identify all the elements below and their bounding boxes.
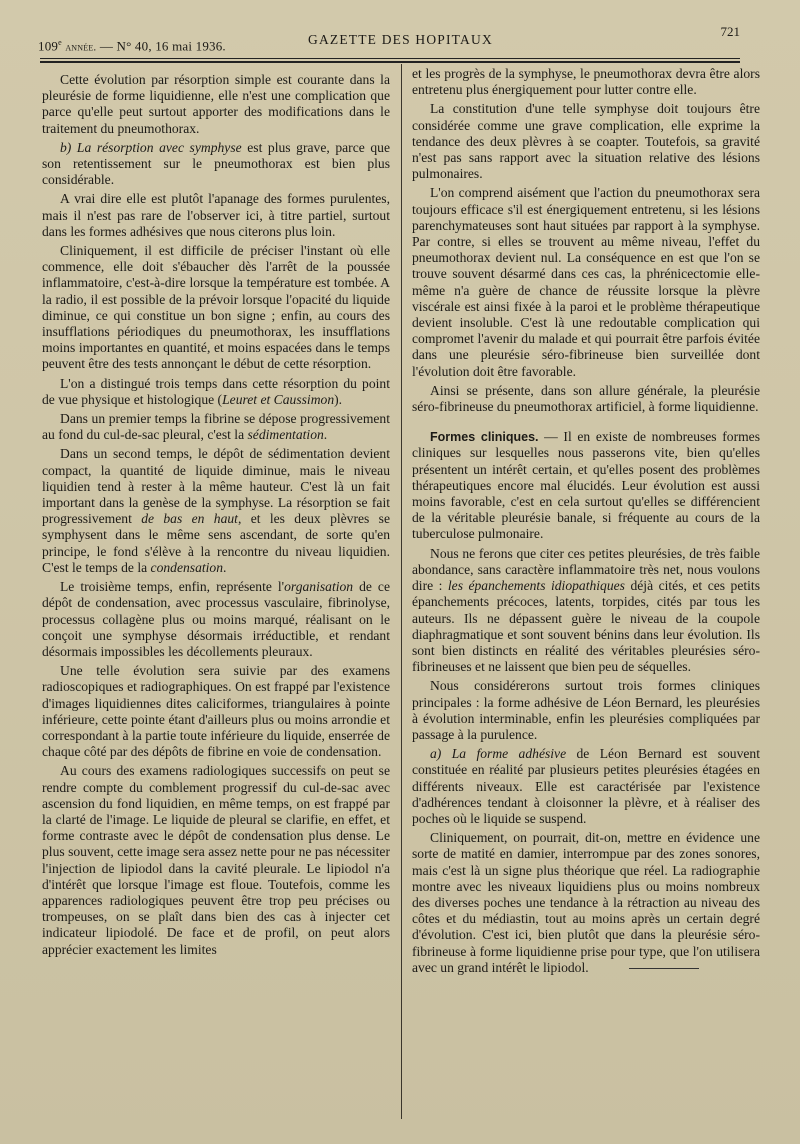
- paragraph: [42, 140, 390, 189]
- paragraph-text: ).: [334, 391, 343, 407]
- volume-number: 109: [38, 38, 59, 54]
- emphasis: les épanchements idiopathiques: [447, 578, 625, 594]
- right-column: [412, 66, 760, 979]
- header-rule-thick: [40, 61, 740, 63]
- paragraph-text: Dans un premier temps la fibrine se dépose progressivement au fond du cul-de-sac pleural, c'est la: [42, 411, 390, 443]
- paragraph: [42, 579, 390, 660]
- page-number: 721: [720, 24, 740, 39]
- paragraph-text: .: [323, 427, 328, 443]
- header-rule-thin: [40, 58, 740, 59]
- paragraph: [42, 411, 390, 443]
- paragraph: Au cours des examens radiologiques successifs on peut se rendre compte du comblement progressif du cul-de-sac avec ascension du fond liquidien, en même temps, on est frappé par la clarté de l'image. Le liquide de pleural se clarifie, en effet, et forme contraste avec le dépôt de condensation plus dense. Le plus souvent, cette image sera assez nette pour ne pas nécessiter l'injection de lipiodol dans la cavité pleurale. Le lipiodol n'a d'intérêt que lorsque l'image est floue. Toutefois, comme les apparences radiologiques peuvent être trop peu précises ou trompeuses, on se plaît dans bien des cas à injecter cet indicateur lipiodolé. De face et de profil, on peut alors apprécier exactement les limites: [42, 763, 390, 957]
- paragraph: Une telle évolution sera suivie par des examens radioscopiques et radiographiques. On est frappé par l'existence d'images liquidiennes dites caliciformes, triangulaires à pointe inférieure, cette pointe étant d'ailleurs plus ou moins arrondie et correspondant à la partie toute inférieure du liquide, enserrée de chaque côté par des dépôts de fibrine en voie de condensation.: [42, 663, 390, 760]
- paragraph: [42, 446, 390, 576]
- paragraph-text: — Il en existe de nombreuses formes cliniques sur lesquelles nous passerons vite, bien qu'elles présentent un intérêt certain, et qu'elles posent des problèmes thérapeutiques encore mal élucidés. Leur évolution est aussi moins favorable, c'est en cela surtout qu'elles se différencient de la véritable pleurésie banale, si fréquente au cours de la tuberculose pulmonaire.: [412, 429, 760, 542]
- paragraph-text: Nous ne ferons que citer ces petites pleurésies, de très faible abondance, sans caractère inflammatoire très net, nous voulons dire :: [412, 545, 760, 594]
- paragraph: L'on comprend aisément que l'action du pneumothorax sera toujours efficace s'il est énergiquement entretenu, si les lésions parenchymateuses sont haut situées par rapport à la symphyse. Par contre, si elles se trouvent au même niveau, l'effet du pneumothorax devient nul. La conséquence en est que l'on se trouve souvent désarmé dans ces cas, la phrénicectomie elle-même n'a guère de chance de réussite lorsque la plèvre viscérale est ainsi fixée à la paroi et le problème thérapeutique devient insoluble. C'est là une redoutable complication qui compromet l'avenir du malade et qui pourrait être parfois évitée dans une pleurésie séro-fibrineuse bien surveillée dont l'évolution doit être favorable.: [412, 185, 760, 379]
- citation: Leuret et Caussimon: [222, 391, 335, 407]
- paragraph-text: .: [223, 559, 227, 575]
- issue-info: [38, 38, 226, 54]
- journal-title: GAZETTE DES HOPITAUX: [308, 32, 493, 47]
- volume-sup: e: [58, 38, 62, 47]
- left-column: [42, 72, 390, 961]
- paragraph: [412, 429, 760, 542]
- paragraph: [412, 546, 760, 676]
- subsection-label: a) La forme adhésive: [430, 746, 567, 762]
- paragraph-text: , et les deux plèvres se symphysent dans le même sens ascendant, de sorte qu'en principe, le fond s'élève à la rencontre du niveau liquidien. C'est le temps de la: [42, 511, 390, 575]
- emphasis: sédimentation: [247, 427, 324, 443]
- paragraph: Cliniquement, il est difficile de préciser l'instant où elle commence, elle doit s'ébaucher dès l'arrêt de la poussée inflammatoire, c'est-à-dire lorsque la température est tombée. A la radio, il est possible de la prévoir lorsque l'opacité du liquide diminue, ce qui constitue un bon signe ; enfin, au cours des insufflations périodiques du pneumothorax, les insufflations moins importantes en quantité, et moins espacées dans le temps peuvent être des tests annonçant le début de cette résorption.: [42, 243, 390, 372]
- paragraph: Ainsi se présente, dans son allure générale, la pleurésie séro-fibrineuse du pneumothorax artificiel, à forme liquidienne.: [412, 382, 760, 415]
- paragraph-text: est plus grave, parce que son retentissement sur le pneumothorax est bien plus considérable.: [42, 139, 390, 188]
- emphasis: organisation: [284, 579, 354, 595]
- paragraph: La constitution d'une telle symphyse doit toujours être considérée comme une grave complication, elle exprime la tendance des deux plèvres à se coapter. Toutefois, sa gravité n'est pas sans rapport avec la situation relative des lésions pulmonaires.: [412, 101, 760, 182]
- paragraph-text: L'on a distingué trois temps dans cette résorption du point de vue physique et histologique (: [42, 375, 390, 407]
- end-rule: [629, 968, 699, 969]
- column-separator: [401, 64, 402, 1119]
- paragraph-text: déjà cités, et ces petits épanchements précoces, latents, torpides, cités par tous les auteurs. Ils ne dépassent guère le niveau de la coupole diaphragmatique et sont souvent bénins dans leur évolution. Ils sont bien distincts en réalité des véritables pleurésies séro-fibrineuses et ne laissent que bien peu de séquelles.: [412, 578, 760, 675]
- paragraph-text: Le troisième temps, enfin, représente l': [60, 579, 285, 595]
- paragraph: [412, 830, 760, 976]
- page-header: [38, 24, 740, 56]
- paragraph: [412, 746, 760, 827]
- paragraph-text: Cliniquement, on pourrait, dit-on, mettre en évidence une sorte de matité en damier, interrompue par des zones sonores, mais c'est là un signe plus théorique que réel. La radiographie montre avec les niveaux liquidiens plus ou moins nombreux des diverses poches une tendance à la rétraction au niveau des côtes et du médiastin, tout au moins après un certain degré d'évolution. C'est ici, bien plutôt que dans la pleurésie séro-fibrineuse à forme liquidienne prise pour type, que l'on utilisera avec un grand intérêt le lipiodol.: [412, 830, 760, 975]
- paragraph: et les progrès de la symphyse, le pneumothorax devra être alors entretenu plus énergiquement pour lutter contre elle.: [412, 66, 760, 98]
- paragraph: Cette évolution par résorption simple est courante dans la pleurésie de forme liquidienne, elle n'est une complication que parce qu'elle peut surtout apporter des modifications dans le traitement du pneumothorax.: [42, 72, 390, 136]
- issue-date: — N° 40, 16 mai 1936.: [99, 38, 226, 54]
- paragraph: Nous considérerons surtout trois formes cliniques principales : la forme adhésive de Léon Bernard, les pleurésies à évolution interminable, enfin les pleurésies compliquées par passage à la purulence.: [412, 678, 760, 742]
- emphasis: de bas en haut: [141, 511, 238, 527]
- paragraph: A vrai dire elle est plutôt l'apanage des formes purulentes, mais il n'est pas rare de l'observer ici, à titre partiel, surtout dans les formes adhésives que nous citerons plus loin.: [42, 191, 390, 239]
- emphasis: condensation: [150, 559, 224, 575]
- section-heading: Formes cliniques.: [430, 430, 539, 445]
- volume-word: année.: [65, 41, 97, 54]
- subsection-label: b) La résorption avec symphyse: [60, 139, 242, 155]
- paragraph-text: de ce dépôt de condensation, avec processus vasculaire, fibrinolyse, processus collagène plus ou moins marqué, réalisant on le conçoit une symphyse désormais irréductible, et rendant désormais impossibles les décollements pleuraux.: [42, 579, 390, 659]
- paragraph-text: de Léon Bernard est souvent constituée en réalité par plusieurs petites pleurésies étagées en différents niveaux. Elle est caractérisée par l'existence d'adhérences tendant à cloisonner la plèvre, et à réaliser des poches où le liquide se suspend.: [412, 746, 760, 826]
- paragraph-text: Dans un second temps, le dépôt de sédimentation devient compact, la quantité de liquide diminue, mais le niveau liquidien tend à rester à la même hauteur. C'est là un fait important dans la genèse de la symphyse. La résorption se fait progressivement: [42, 446, 390, 527]
- paragraph: [42, 376, 390, 408]
